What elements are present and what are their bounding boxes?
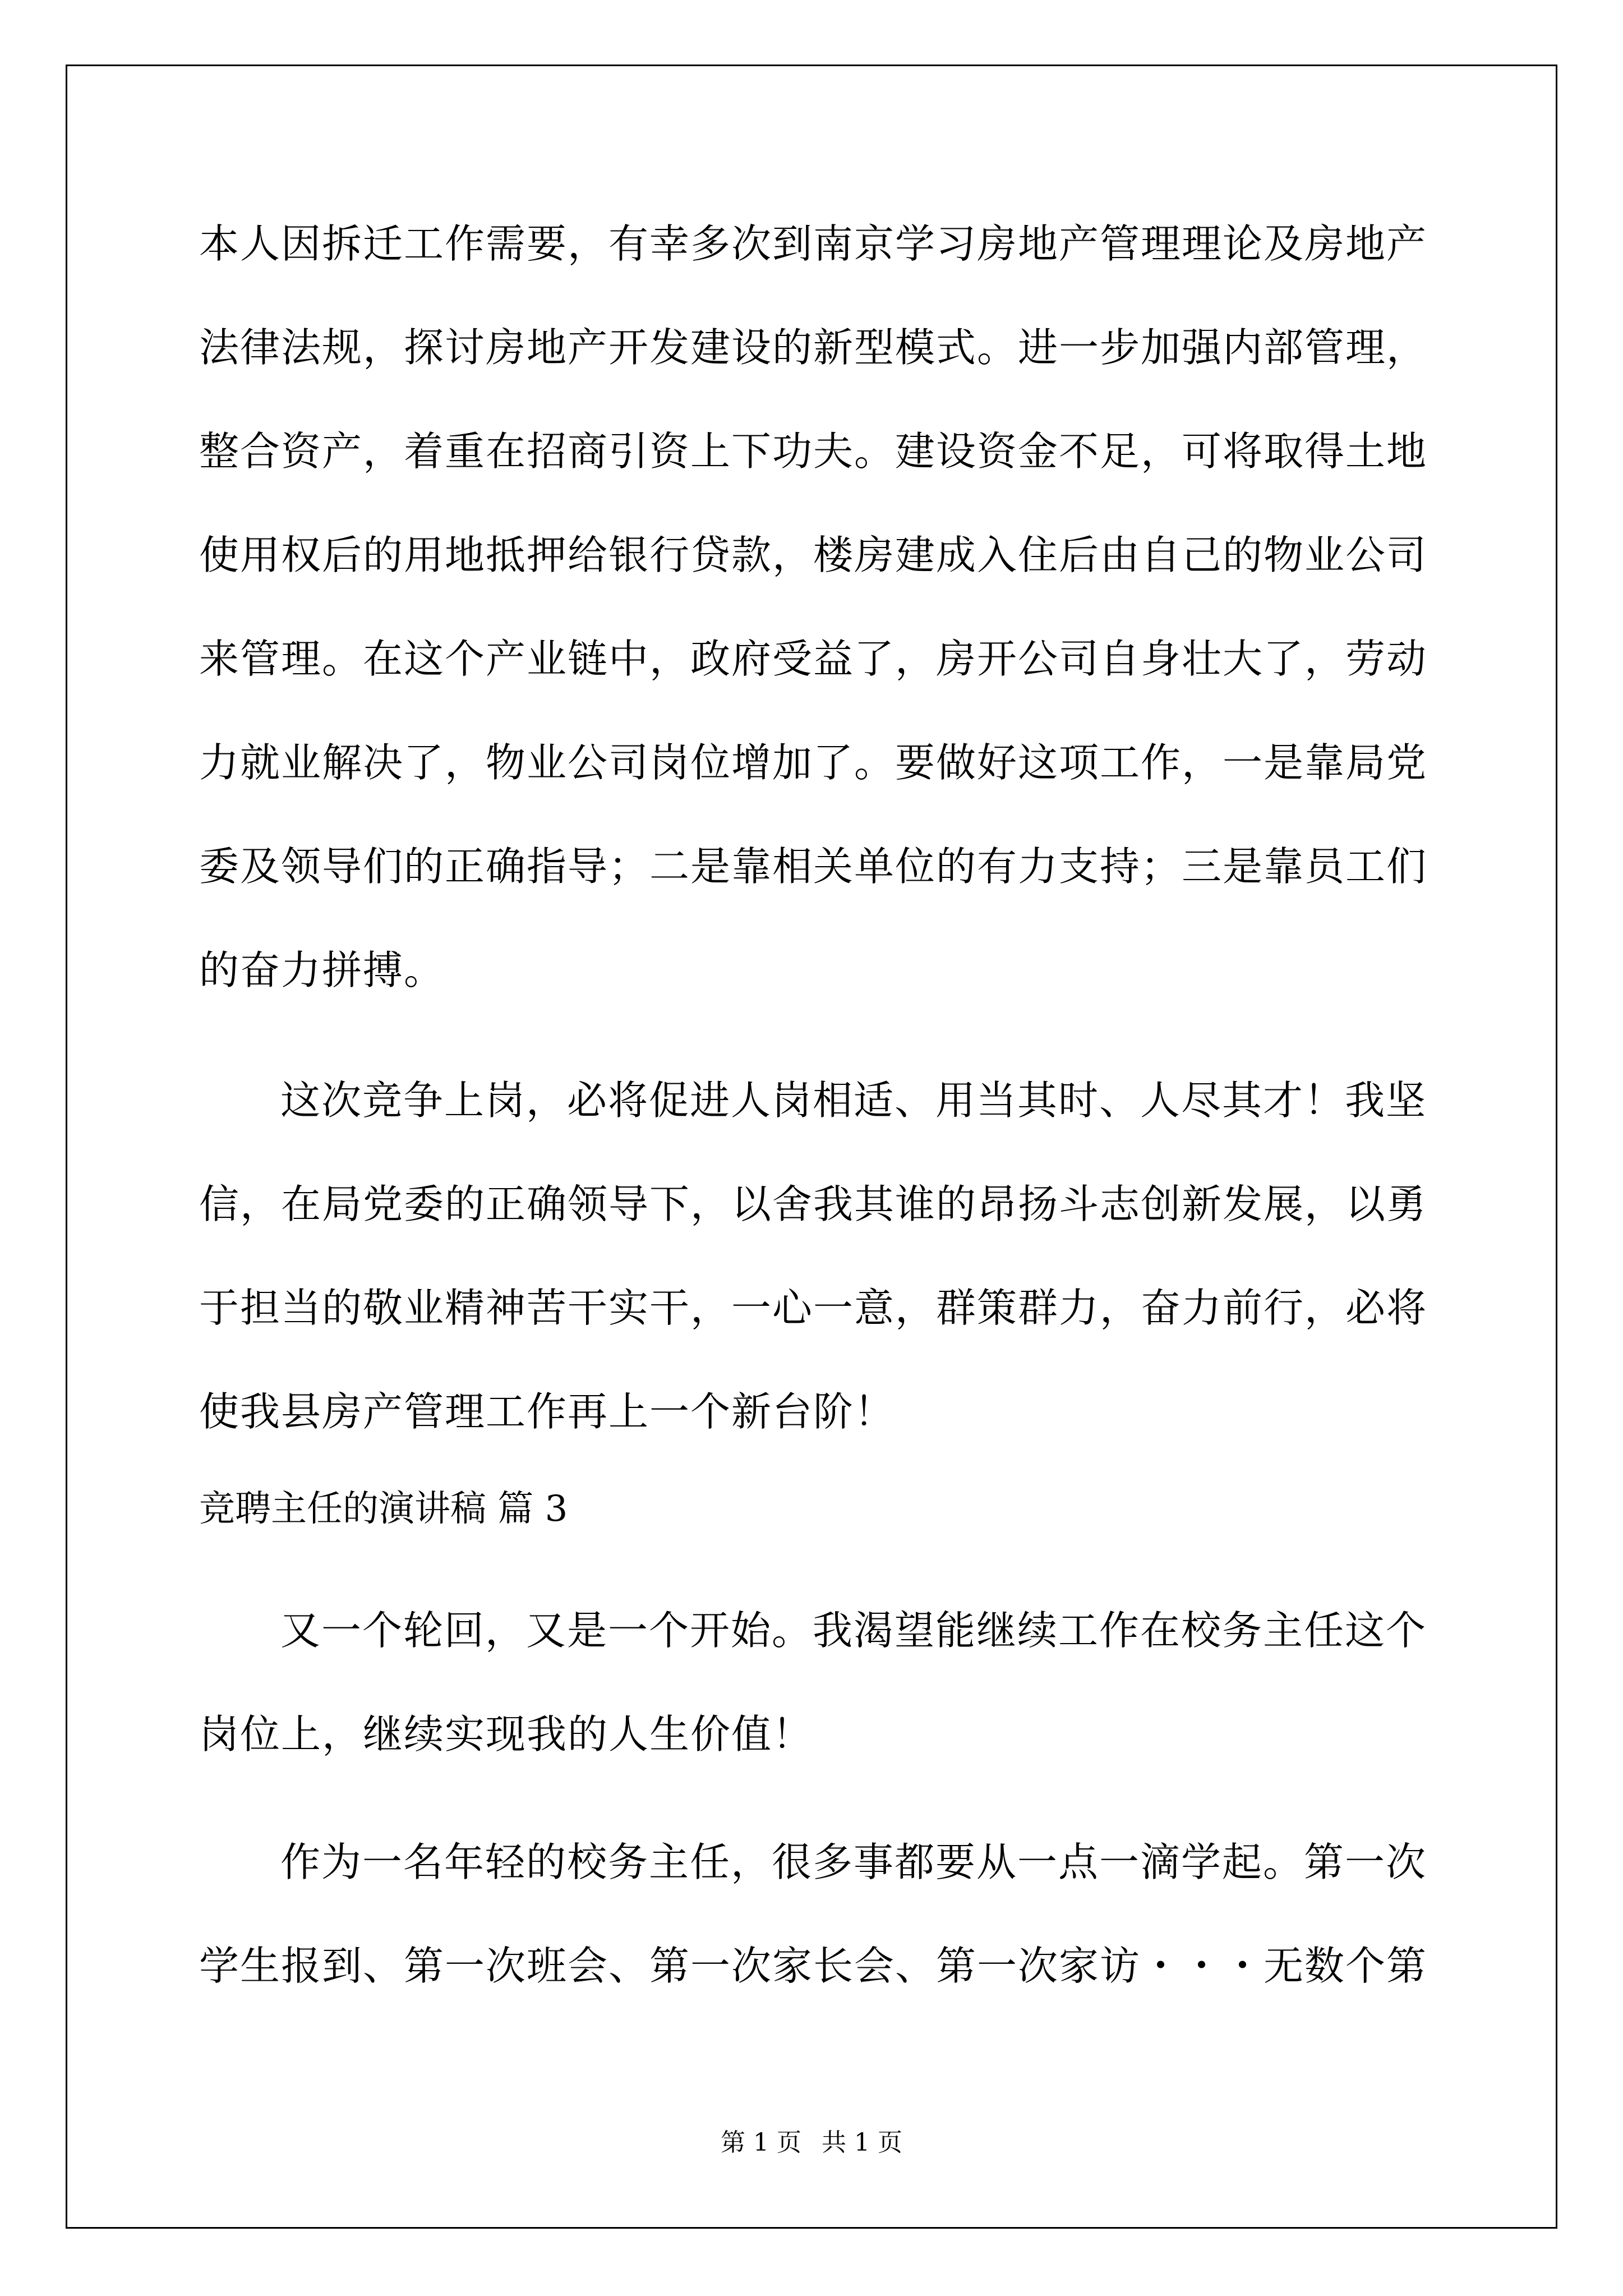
page-number-total: 共 1 页 bbox=[822, 2128, 902, 2157]
paragraph-1-line-8: 的奋力拼搏。 bbox=[199, 947, 445, 993]
paragraph-2-line-3: 于担当的敬业精神苦干实干，一心一意，群策群力，奋力前行，必将 bbox=[199, 1285, 1428, 1331]
paragraph-2-line-2: 信，在局党委的正确领导下，以舍我其谁的昂扬斗志创新发展，以勇 bbox=[199, 1181, 1428, 1227]
paragraph-2-line-4: 使我县房产管理工作再上一个新台阶！ bbox=[199, 1388, 896, 1435]
paragraph-2-line-1: 这次竞争上岗，必将促进人岗相适、用当其时、人尽其才！我坚 bbox=[280, 1077, 1427, 1124]
paragraph-1-line-4: 使用权后的用地抵押给银行贷款，楼房建成入住后由自己的物业公司 bbox=[199, 532, 1428, 578]
paragraph-1-line-3: 整合资产，着重在招商引资上下功夫。建设资金不足，可将取得土地 bbox=[199, 428, 1428, 475]
paragraph-1-line-5: 来管理。在这个产业链中，政府受益了，房开公司自身壮大了，劳动 bbox=[199, 636, 1428, 682]
page-number-current: 第 1 页 bbox=[721, 2128, 801, 2157]
section-heading: 竞聘主任的演讲稿 篇 3 bbox=[199, 1488, 568, 1530]
paragraph-4-line-2: 学生报到、第一次班会、第一次家长会、第一次家访・・・无数个第 bbox=[199, 1943, 1428, 1989]
page-border bbox=[66, 65, 1557, 2229]
paragraph-1-line-7: 委及领导们的正确指导；二是靠相关单位的有力支持；三是靠员工们 bbox=[199, 843, 1428, 890]
paragraph-1-line-2: 法律法规，探讨房地产开发建设的新型模式。进一步加强内部管理， bbox=[199, 324, 1428, 371]
paragraph-1-line-6: 力就业解决了，物业公司岗位增加了。要做好这项工作，一是靠局党 bbox=[199, 739, 1428, 786]
page-footer bbox=[0, 2126, 1623, 2160]
paragraph-4-line-1: 作为一名年轻的校务主任，很多事都要从一点一滴学起。第一次 bbox=[280, 1839, 1427, 1885]
paragraph-3-line-1: 又一个轮回，又是一个开始。我渴望能继续工作在校务主任这个 bbox=[280, 1607, 1427, 1654]
paragraph-3-line-2: 岗位上，继续实现我的人生价值！ bbox=[199, 1711, 814, 1757]
paragraph-1-line-1: 本人因拆迁工作需要，有幸多次到南京学习房地产管理理论及房地产 bbox=[199, 220, 1428, 267]
